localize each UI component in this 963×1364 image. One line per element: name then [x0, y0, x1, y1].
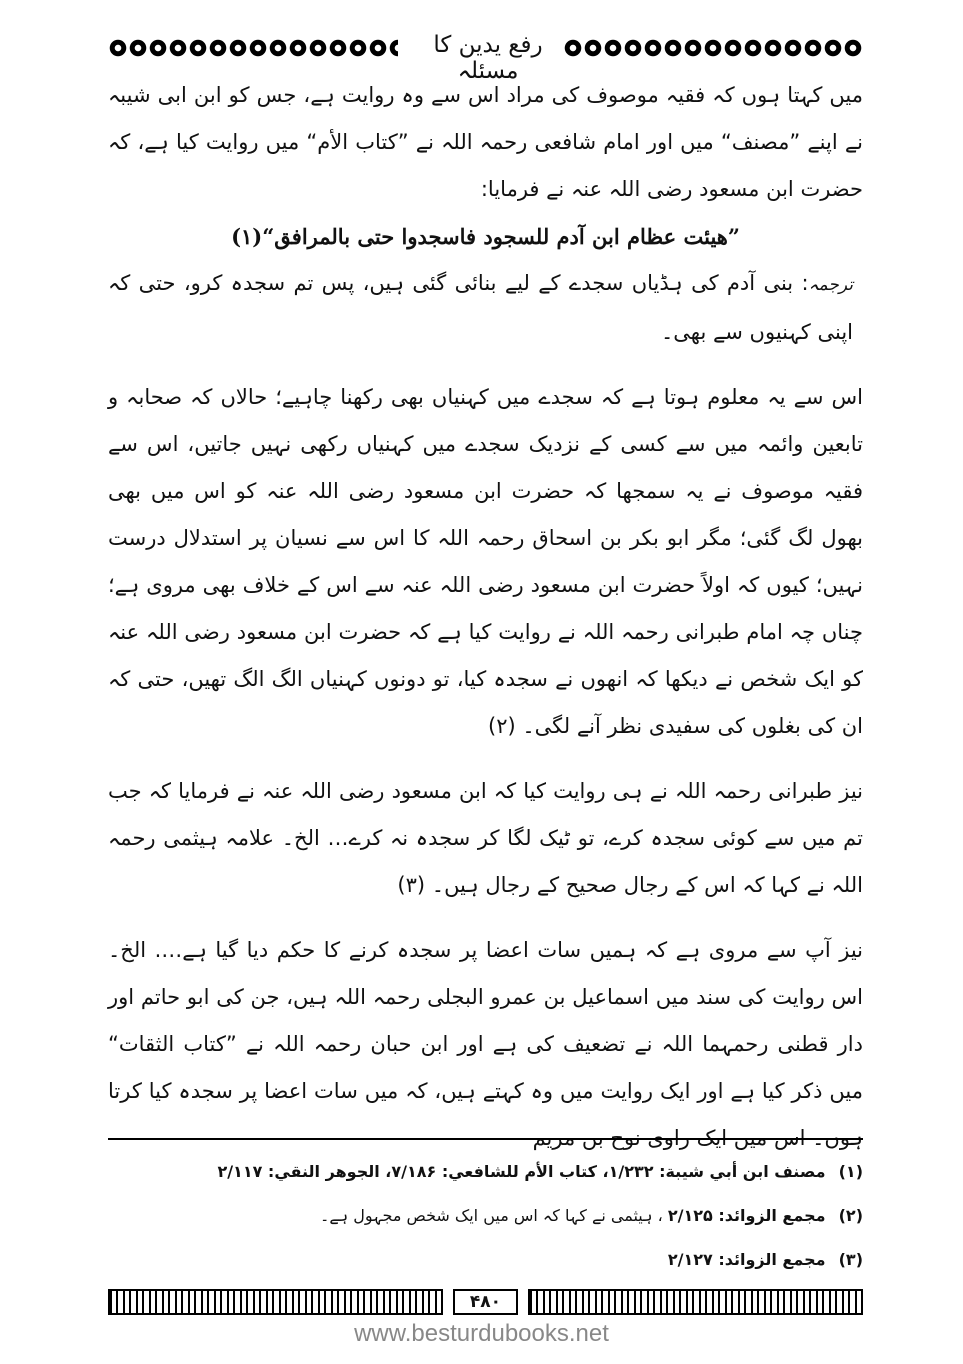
paragraph-3: نیز طبرانی رحمہ اللہ نے ہی روایت کیا کہ ابن مسعود رضی اللہ عنہ نے فرمایا کہ جب تم میں سے کوئی سجدہ کرے، تو ٹیک لگا کر سجدہ نہ کرے… الخ۔ علامہ ہیثمی رحمہ اللہ نے کہا کہ اس کے رجال صحیح کے رجال ہیں۔ (۳): [108, 779, 863, 897]
website-watermark: www.besturdubooks.net: [354, 1320, 609, 1347]
header-title: رفع یدین کا مسئلہ: [433, 32, 543, 84]
translation: [108, 260, 863, 356]
footnote-number: (۱): [838, 1162, 863, 1181]
footnote-source: مصنف ابن أبي شيبة: ۱/۲۳۲، كتاب الأم للشافعي: ۷/۱۸۶، الجوهر النقي: ۲/۱۱۷: [217, 1162, 826, 1181]
footnote-2: [108, 1194, 863, 1238]
translation-text: : بنی آدم کی ہڈیاں سجدے کے لیے بنائی گئی ہیں، پس تم سجدہ کرو، حتی کہ اپنی کہنیوں سے بھی۔: [108, 271, 853, 344]
page-footer: [108, 1289, 863, 1317]
footnote-1: [108, 1150, 863, 1194]
footnote-divider: [108, 1138, 863, 1140]
page-number: ۴۸۰: [453, 1289, 518, 1315]
paragraph-4: نیز آپ سے مروی ہے کہ ہمیں سات اعضا پر سجدہ کرنے کا حکم دیا گیا ہے…. الخ۔ اس روایت کی سند میں اسماعیل بن عمرو البجلی رحمہ اللہ ہیں، جن کی ابو حاتم اور دار قطنی رحمہما اللہ نے تضعیف کی ہے اور ابن حبان رحمہ اللہ نے ”کتاب الثقات“ میں ذکر کیا ہے اور ایک روایت میں وہ کہتے ہیں، کہ میں سات اعضا پر سجدہ کیا کرتا ہوں۔ اس میں ایک راوی نوح بن مریم: [108, 938, 863, 1150]
header-ornament-right: [563, 39, 863, 57]
footnotes: [108, 1150, 863, 1282]
footnote-number: (۲): [838, 1206, 863, 1225]
footnote-source: مجمع الزوائد: ۲/۱۲۵: [667, 1206, 826, 1225]
main-text: [108, 72, 863, 1162]
paragraph-1: میں کہتا ہوں کہ فقیہ موصوف کی مراد اس سے وہ روایت ہے، جس کو ابن ابی شیبہ نے اپنے ”مصنف“ میں اور امام شافعی رحمہ اللہ نے ”کتاب الأم“ میں روایت کیا ہے، کہ حضرت ابن مسعود رضی اللہ عنہ نے فرمایا:: [108, 83, 863, 201]
translation-label: ترجمہ: [808, 275, 853, 295]
footnote-source: مجمع الزوائد: ۲/۱۲۷: [667, 1250, 826, 1269]
footnote-3: [108, 1238, 863, 1282]
running-header: [108, 30, 863, 84]
footnote-number: (۳): [838, 1250, 863, 1269]
footnote-note: ، ہیثمی نے کہا کہ اس میں ایک شخص مجہول ہے۔: [320, 1206, 663, 1225]
arabic-quote: ”هیئت عظام ابن آدم للسجود فاسجدوا حتی بالمرافق“(۱): [231, 224, 740, 249]
paragraph-2: اس سے یہ معلوم ہوتا ہے کہ سجدے میں کہنیاں بھی رکھنا چاہیے؛ حالاں کہ صحابہ و تابعین وائمہ میں سے کسی کے نزدیک سجدے میں کہنیاں رکھی نہیں جاتیں، اس سے فقیہ موصوف نے یہ سمجھا کہ حضرت ابن مسعود رضی اللہ عنہ کو اس میں بھی بھول لگ گئی؛ مگر ابو بکر بن اسحاق رحمہ اللہ کا اس سے نسیان پر استدلال درست نہیں؛ کیوں کہ اولاً حضرت ابن مسعود رضی اللہ عنہ سے اس کے خلاف بھی مروی ہے؛ چناں چہ امام طبرانی رحمہ اللہ نے روایت کیا ہے کہ حضرت ابن مسعود رضی اللہ عنہ کو ایک شخص نے دیکھا کہ انھوں نے سجدہ کیا، تو دونوں کہنیاں الگ الگ تھیں، حتی کہ ان کی بغلوں کی سفیدی نظر آنے لگی۔ (۲): [108, 385, 863, 738]
footer-ornament-left: [108, 1289, 443, 1315]
footer-ornament-right: [528, 1289, 863, 1315]
header-ornament-left: [108, 39, 398, 57]
